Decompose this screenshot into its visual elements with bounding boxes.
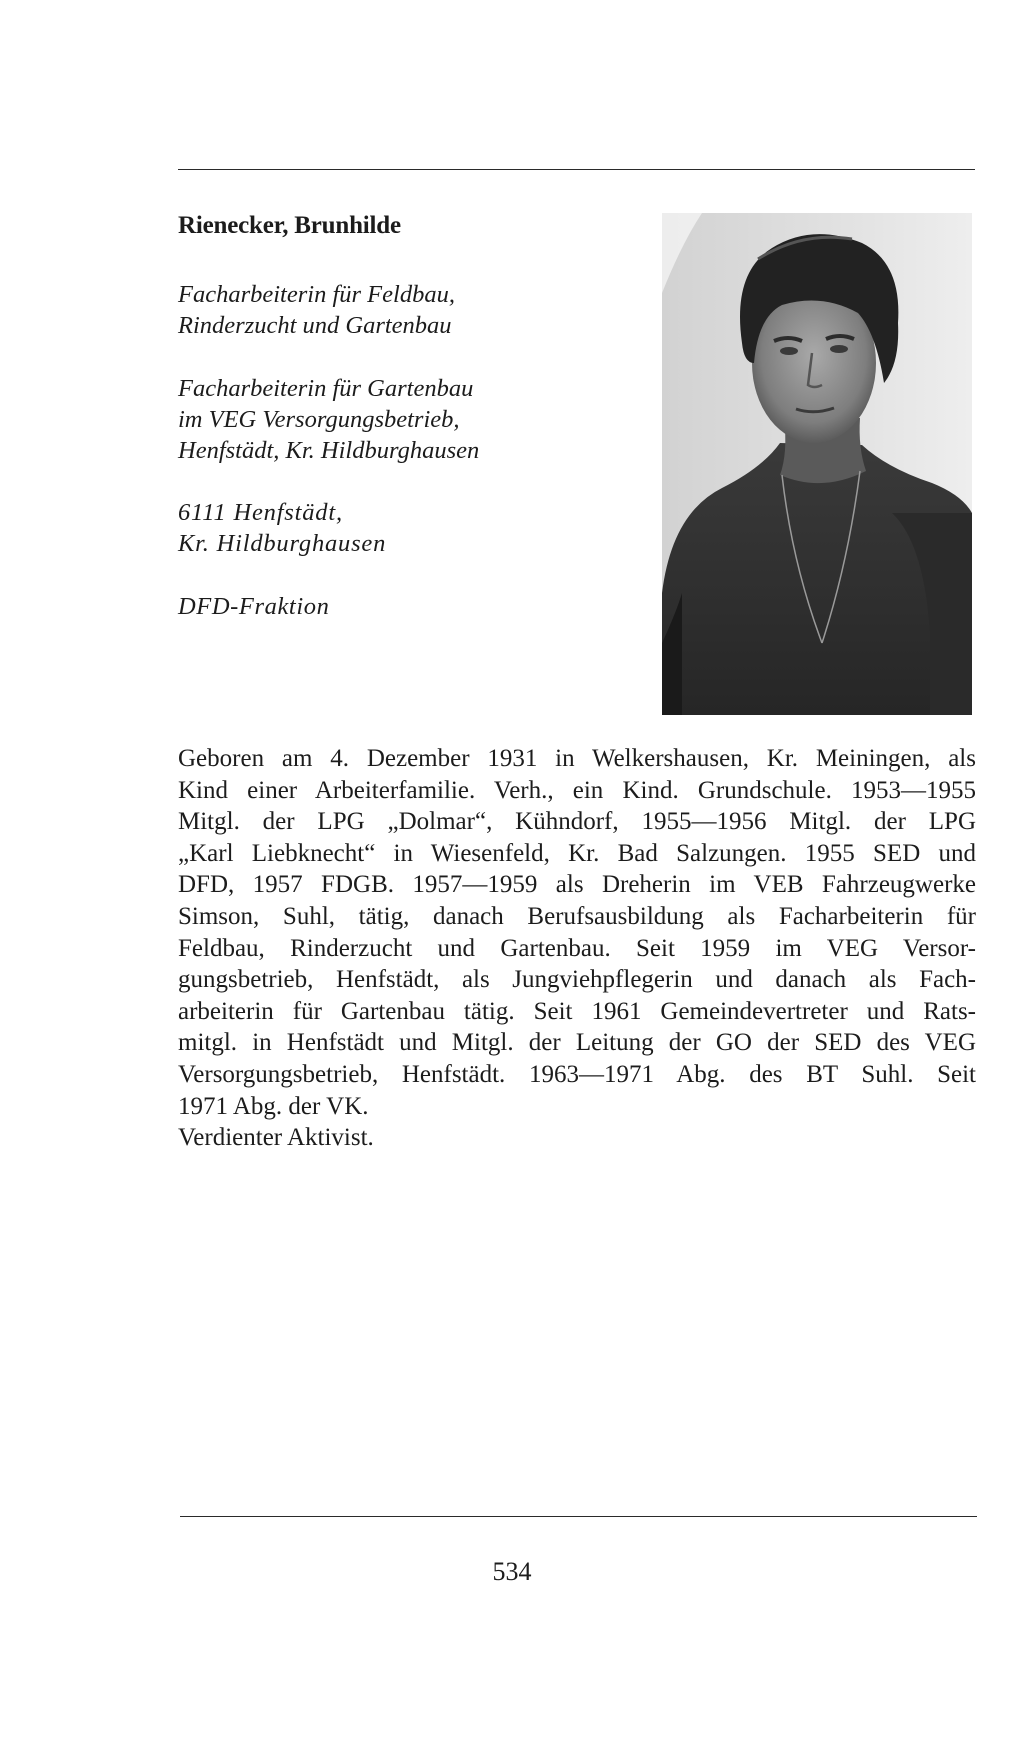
occupation-block	[178, 373, 479, 466]
page-number: 534	[492, 1557, 532, 1586]
faction-label: DFD-Fraktion	[178, 593, 330, 620]
biography-line: „Karl Liebknecht“ in Wiesenfeld, Kr. Bad Salzungen. 1955 SED und	[178, 839, 976, 867]
bottom-rule	[180, 1516, 977, 1517]
biography-line: gungsbetrieb, Henfstädt, als Jungviehpflegerin und danach als Fach-	[178, 966, 976, 994]
portrait-photo	[662, 213, 972, 715]
occupation-line: Facharbeiterin für Gartenbau	[178, 375, 474, 402]
biography-line: 1971 Abg. der VK.	[178, 1092, 369, 1120]
qualification-line: Rinderzucht und Gartenbau	[178, 312, 452, 339]
address-line: 6111 Henfstädt,	[178, 499, 343, 526]
person-name: Rienecker, Brunhilde	[178, 212, 401, 239]
qualification-block	[178, 279, 455, 341]
qualification-line: Facharbeiterin für Feldbau,	[178, 281, 455, 308]
biography-line: Simson, Suhl, tätig, danach Berufsausbildung als Facharbeiterin für	[178, 902, 976, 930]
occupation-line: im VEG Versorgungsbetrieb,	[178, 406, 460, 433]
biography-line: arbeiterin für Gartenbau tätig. Seit 1961 Gemeindevertreter und Rats-	[178, 997, 976, 1025]
occupation-line: Henfstädt, Kr. Hildburghausen	[178, 437, 480, 464]
biography-line: Mitgl. der LPG „Dolmar“, Kühndorf, 1955—1956 Mitgl. der LPG	[178, 808, 976, 836]
biography-line: mitgl. in Henfstädt und Mitgl. der Leitung der GO der SED des VEG	[178, 1029, 976, 1057]
award-line: Verdienter Aktivist.	[178, 1124, 374, 1152]
biography-line: Kind einer Arbeiterfamilie. Verh., ein Kind. Grundschule. 1953—1955	[178, 776, 976, 804]
address-line: Kr. Hildburghausen	[178, 530, 387, 557]
top-rule	[178, 169, 975, 170]
biography	[178, 743, 976, 1154]
biography-line: DFD, 1957 FDGB. 1957—1959 als Dreherin im VEB Fahrzeugwerke	[178, 871, 976, 899]
biography-line: Geboren am 4. Dezember 1931 in Welkershausen, Kr. Meiningen, als	[178, 745, 976, 772]
biography-line: Versorgungsbetrieb, Henfstädt. 1963—1971 Abg. des BT Suhl. Seit	[178, 1060, 976, 1088]
address-block	[178, 497, 386, 559]
biography-line: Feldbau, Rinderzucht und Gartenbau. Seit 1959 im VEG Versor-	[178, 934, 976, 962]
